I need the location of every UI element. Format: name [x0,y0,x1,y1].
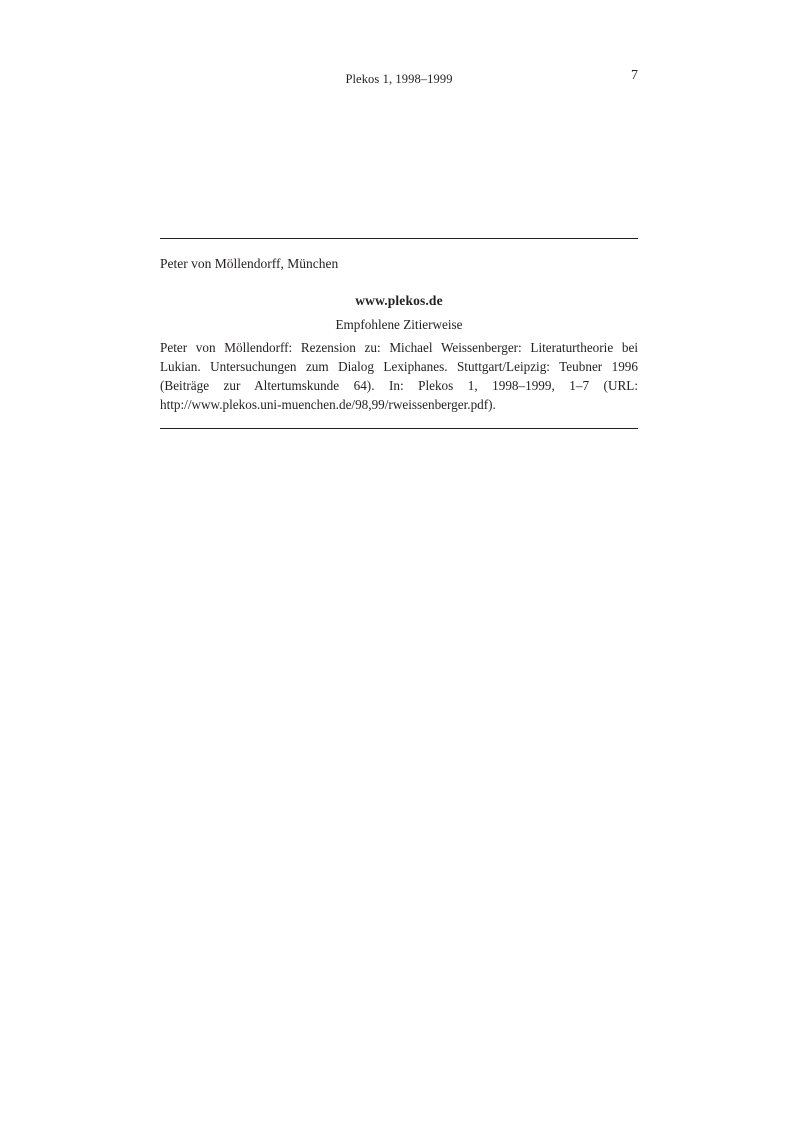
page-number: 7 [631,68,638,83]
horizontal-rule-bottom [160,428,638,429]
colophon-block [160,238,638,429]
running-head [160,68,638,92]
website-title: www.plekos.de [355,293,443,309]
horizontal-rule-top [160,238,638,239]
citation-label: Empfohlene Zitierweise [335,317,463,333]
citation-text: Peter von Möllendorff: Rezension zu: Michael Weissenberger: Literaturtheorie bei Lukian. Untersuchungen zum Dialog Lexiphanes. Stuttgart/Leipzig: Teubner 1996 (Beiträge zur Altertumskunde 64). In: Plekos 1, 1998–1999, 1–7 (URL: http://www.plekos.uni-muenchen.de/98,99/rweissenberger.pdf). [160,340,638,413]
author-affiliation: Peter von Möllendorff, München [160,256,339,271]
running-head-journal: Plekos 1, 1998–1999 [345,72,453,86]
